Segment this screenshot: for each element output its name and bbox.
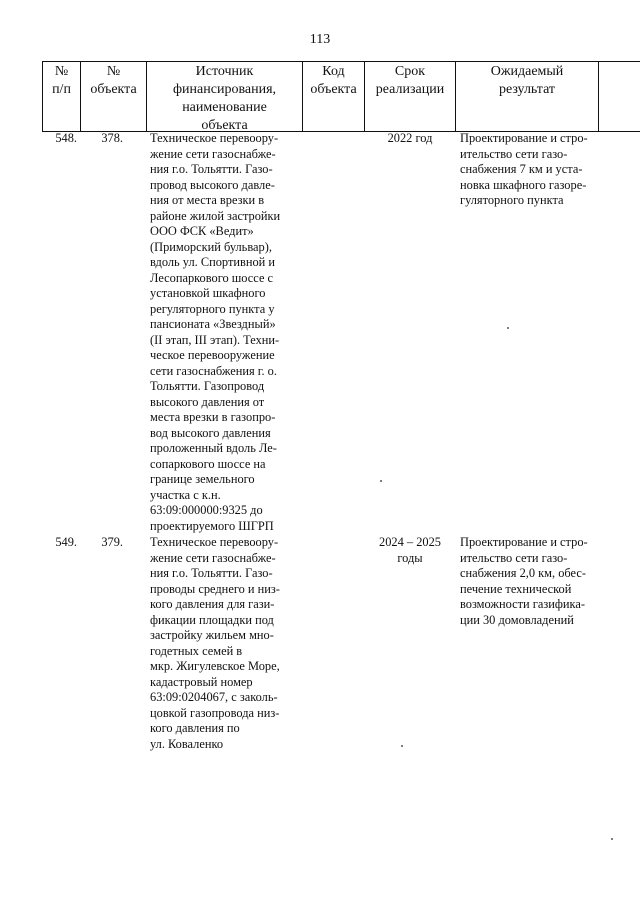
page-number: 113	[309, 32, 331, 47]
header-expected-result: Ожидаемый результат	[490, 64, 564, 97]
term: 2022 год	[387, 131, 433, 145]
header-row-number: № п/п	[52, 64, 71, 97]
object-name: Техническое перевоору- жение сети газоснабже- ния г.о. Тольятти. Газо- проводы среднего и низ- кого давления для гази- фикации площадки под застройку жильем мно- годетных семей в мкр. Жигулевское Море, кадастровый номер 63:09:0204067, с заколь- цовкой газопровода низ- кого давления по ул. Коваленко	[150, 535, 280, 751]
object-number: 379.	[101, 535, 123, 549]
row-number: 549.	[55, 535, 77, 549]
scan-speck	[507, 327, 509, 329]
row-number: 548.	[55, 131, 77, 145]
scan-speck	[611, 838, 613, 840]
term: 2024 – 2025 годы	[379, 535, 441, 565]
expected-result: Проектирование и стро- ительство сети газо- снабжения 2,0 км, обес- печение технической возможности газифика- ции 30 домовладений	[460, 535, 588, 627]
header-object-code: Код объекта	[310, 64, 357, 97]
expected-result: Проектирование и стро- ительство сети газо- снабжения 7 км и уста- новка шкафного газоре- гуляторного пункта	[460, 131, 588, 207]
scan-speck	[401, 745, 403, 747]
object-name: Техническое перевоору- жение сети газоснабже- ния г.о. Тольятти. Газо- провод высокого давле- ния от места врезки в районе жилой застройки ООО ФСК «Ведит» (Приморский бульвар), вдоль ул. Спортивной и Лесопаркового шоссе с установкой шкафного регуляторного пункта у пансионата «Звездный» (II этап, III этап). Техни- ческое перевооружение сети газоснабжения г. о. Тольятти. Газопровод высокого давления от места врезки в газопро- вод высокого давления проложенный вдоль Ле- сопаркового шоссе на границе земельного участка с к.н. 63:09:000000:9325 до проектируемого ШГРП	[150, 131, 281, 533]
header-source-name: Источник финансирования, наименование объекта	[172, 64, 277, 133]
header-term: Срок реализации	[375, 64, 445, 97]
scan-speck	[380, 480, 382, 482]
object-number: 378.	[101, 131, 123, 145]
header-object-number: № объекта	[90, 64, 137, 97]
